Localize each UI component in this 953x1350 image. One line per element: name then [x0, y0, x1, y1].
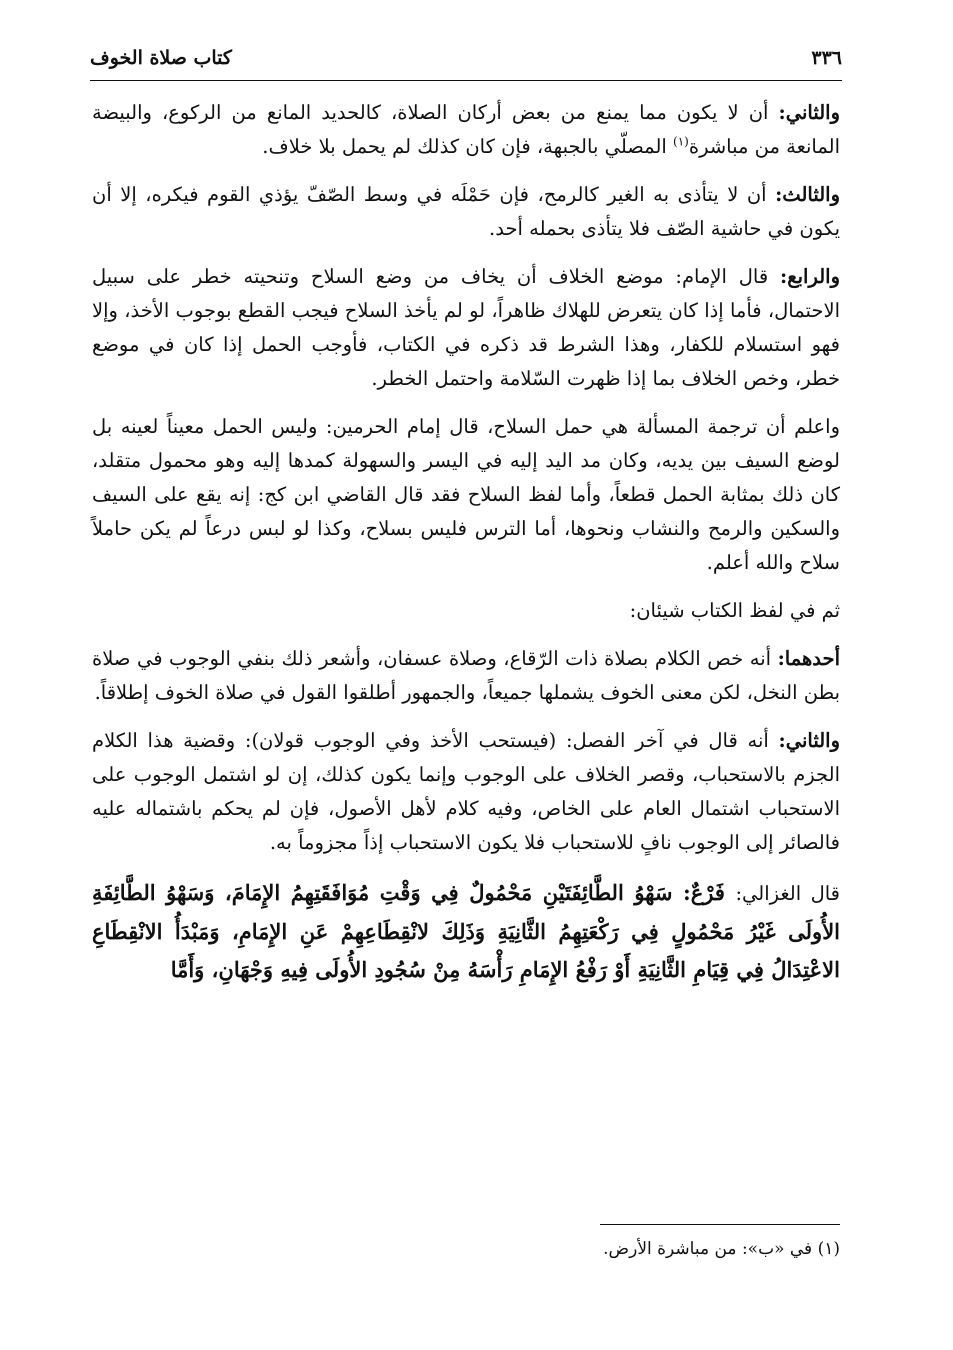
body-text [92, 96, 840, 1003]
paragraph [92, 260, 840, 396]
paragraph-text: أن لا يتأذى به الغير كالرمح، فإن حَمْلَه في وسط الصّفّ يؤذي القوم فيكره، إلا أن يكون في حاشية الصّف فلا يتأذى بحمله أحد. [92, 183, 840, 240]
quote-text: فَرْعٌ: سَهْوُ الطَّائِفَتَيْنِ مَحْمُولٌ فِي وَقْتِ مُوَافَقَتِهِمُ الإِمَامَ، وَسَهْوُ الطَّائِفَةِ الأُولَى غَيْرُ مَحْمُولٍ فِي رَكْعَتِهِمُ الثَّانِيَةِ وَذَلِكَ لانْقِطَاعِهِمْ عَنِ الإِمَامِ، وَمَبْدَأُ الانْقِطَاعِ الاعْتِدَالُ فِي قِيَامِ الثَّانِيَةِ أَوْ رَفْعُ الإِمَامِ رَأْسَهُ مِنْ سُجُودِ الأُولَى فِيهِ وَجْهَانِ، وَأَمَّا [92, 880, 840, 982]
page-header [90, 38, 842, 78]
header-rule [90, 80, 842, 81]
footnote-marker: (١) [673, 134, 689, 149]
paragraph-lead: والثاني: [778, 729, 841, 752]
paragraph [92, 642, 840, 710]
paragraph-text: قال الإمام: موضع الخلاف أن يخاف من وضع السلاح وتنحيته خطر على سبيل الاحتمال، فأما إذا كان يتعرض للهلاك ظاهراً، لو لم يأخذ السلاح فيجب القطع بوجوب الأخذ، وإلا فهو استسلام للكفار، وهذا الشرط قد ذكره في الكتاب، فأوجب الحمل إذا كان في موضع خطر، وخص الخلاف بما إذا ظهرت السّلامة واحتمل الخطر. [92, 265, 840, 390]
paragraph [92, 594, 840, 628]
running-title: كتاب صلاة الخوف [90, 47, 232, 69]
paragraph-text: أن لا يكون مما يمنع من بعض أركان الصلاة، كالحديد المانع من الركوع، والبيضة المانعة من مباشرة [92, 101, 840, 158]
paragraph-lead: والرابع: [780, 265, 840, 288]
paragraph-lead: أحدهما: [777, 647, 840, 670]
paragraph-lead: والثالث: [775, 183, 840, 206]
footnote-rule [600, 1224, 840, 1225]
paragraph-text: ثم في لفظ الكتاب شيئان: [629, 599, 840, 622]
page-number: ٣٣٦ [811, 47, 842, 69]
quoted-text-block [92, 874, 840, 989]
paragraph [92, 96, 840, 164]
quote-intro: قال الغزالي: [735, 882, 840, 905]
paragraph-text: أنه قال في آخر الفصل: (فيستحب الأخذ وفي الوجوب قولان): وقضية هذا الكلام الجزم بالاستحباب، وقصر الخلاف على الوجوب وإنما يكون كذلك، إن لو اشتمل الوجوب على الاستحباب اشتمال العام على الخاص، وفيه كلام لأهل الأصول، فإن لم يحكم باشتماله عليه فالصائر إلى الوجوب نافٍ للاستحباب فلا يكون الاستحباب إذاً مجزوماً به. [92, 729, 840, 854]
footnote: (١) في «ب»: من مباشرة الأرض. [603, 1239, 840, 1259]
paragraph-lead: والثاني: [778, 101, 840, 124]
paragraph-text: أنه خص الكلام بصلاة ذات الرّقاع، وصلاة عسفان، وأشعر ذلك بنفي الوجوب في صلاة بطن النخل، لكن معنى الخوف يشملها جميعاً، والجمهور أطلقوا القول في صلاة الخوف إطلاقاً. [92, 647, 840, 704]
paragraph [92, 724, 840, 860]
paragraph-text: واعلم أن ترجمة المسألة هي حمل السلاح، قال إمام الحرمين: وليس الحمل معيناً لعينه بل لوضع السيف بين يديه، وكان مد اليد إليه في اليسر والسهولة كمدها إليه وهو محمول متقلد، كان ذلك بمثابة الحمل قطعاً، وأما لفظ السلاح فقد قال القاضي ابن كج: إنه يقع على السيف والسكين والرمح والنشاب ونحوها، أما الترس فليس بسلاح، وكذا لو لبس درعاً لم يكن حاملاً سلاح والله أعلم. [92, 415, 840, 574]
paragraph [92, 410, 840, 580]
paragraph [92, 178, 840, 246]
paragraph-text-after: المصلّي بالجبهة، فإن كان كذلك لم يحمل بلا خلاف. [262, 135, 667, 158]
